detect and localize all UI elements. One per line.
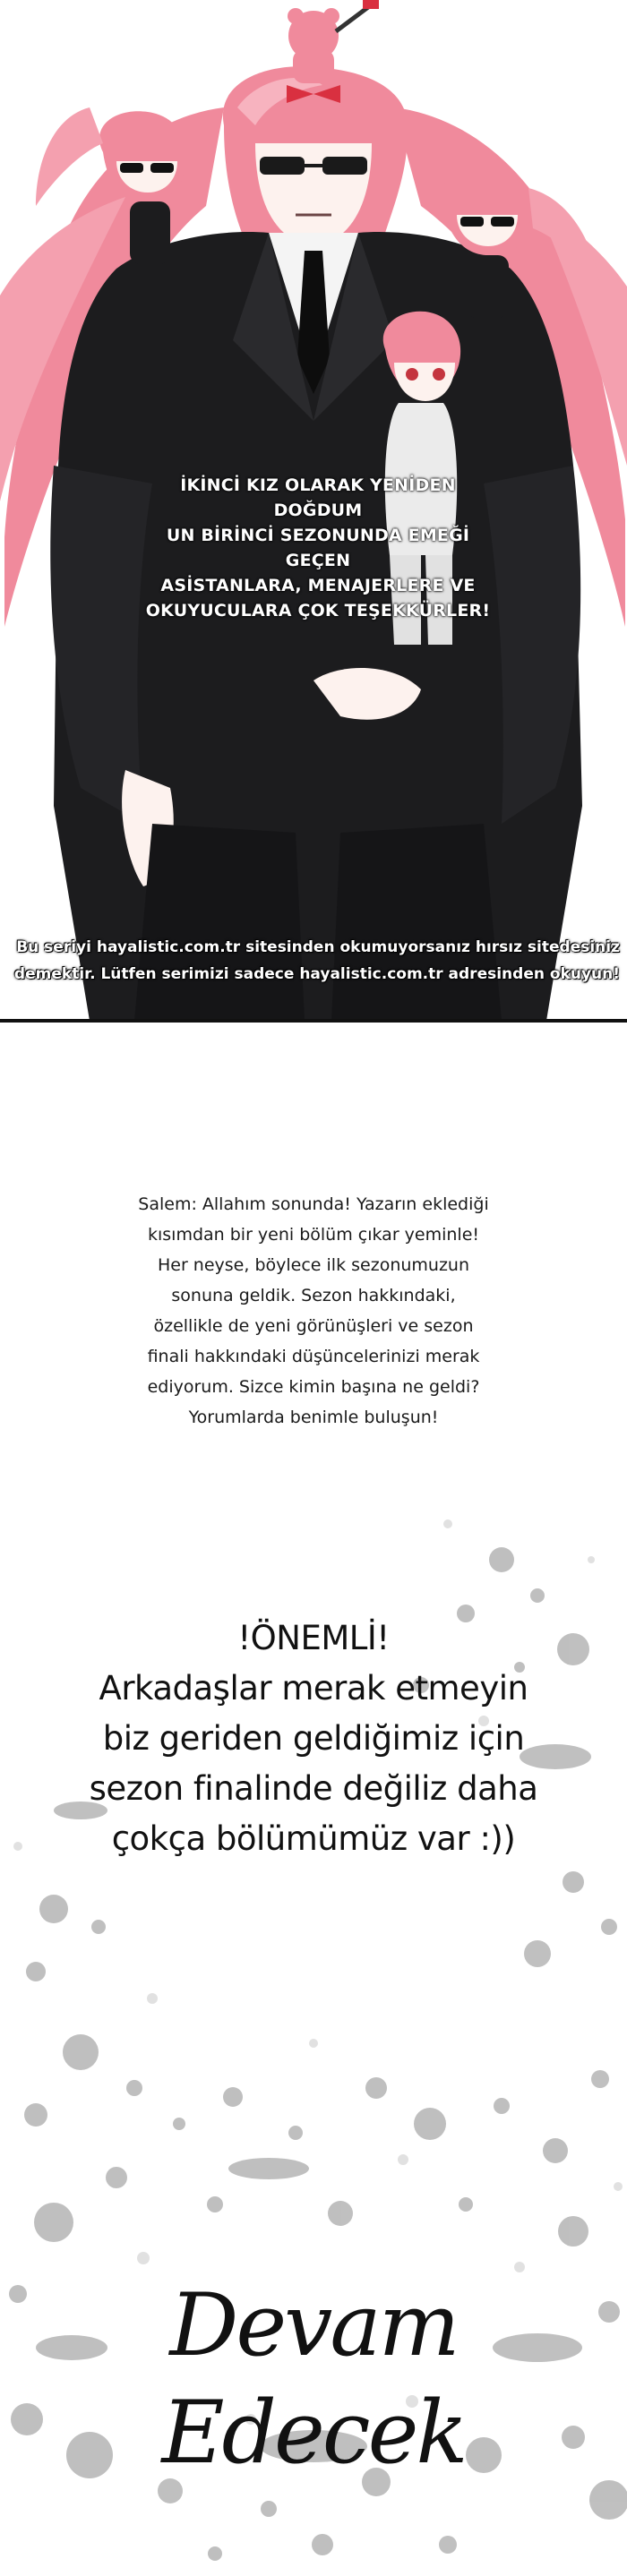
important-heading: !ÖNEMLİ!	[237, 1619, 390, 1657]
translator-note-line: Salem: Allahım sonunda! Yazarın eklediği	[138, 1194, 489, 1214]
important-line: sezon finalinde değiliz daha	[89, 1769, 538, 1808]
important-notice	[54, 1613, 573, 1864]
thanks-line-2: UN BİRİNCİ SEZONUNDA EMEĞİ GEÇEN	[166, 526, 470, 570]
important-line: Arkadaşlar merak etmeyin	[99, 1669, 528, 1707]
important-line: biz geriden geldiğimiz için	[102, 1719, 525, 1758]
credit-line-1: Bu seriyi hayalistic.com.tr sitesinden okumuyorsanız hırsız sitedesiniz	[16, 938, 620, 956]
translator-note-line: kısımdan bir yeni bölüm çıkar yeminle!	[147, 1225, 480, 1245]
notes-panel	[0, 1023, 627, 2576]
translator-note-line: sonuna geldik. Sezon hakkındaki,	[171, 1286, 456, 1305]
thanks-line-1: İKİNCİ KIZ OLARAK YENİDEN DOĞDUM	[180, 475, 456, 520]
site-credit-notice	[7, 934, 620, 988]
translator-note-line: Her neyse, böylece ilk sezonumuzun	[157, 1255, 470, 1275]
to-be-continued-title: Devam Edecek	[161, 2275, 466, 2483]
translator-note-line: Yorumlarda benimle buluşun!	[188, 1408, 439, 1427]
important-line: çokça bölümümüz var :))	[111, 1819, 516, 1858]
translator-note-line: özellikle de yeni görünüşleri ve sezon	[153, 1316, 474, 1336]
comic-panel-top	[0, 0, 627, 1021]
translator-note-line: ediyorum. Sizce kimin başına ne geldi?	[147, 1377, 480, 1397]
thanks-caption	[134, 473, 502, 623]
translator-note	[90, 1189, 537, 1433]
thanks-line-3: ASİSTANLARA, MENAJERLERE VE	[160, 576, 476, 595]
thanks-line-4: OKUYUCULARA ÇOK TEŞEKKÜRLER!	[145, 601, 491, 620]
translator-note-line: finali hakkındaki düşüncelerinizi merak	[147, 1347, 480, 1366]
credit-line-2: demektir. Lütfen serimizi sadece hayalistic.com.tr adresinden okuyun!	[13, 965, 620, 983]
